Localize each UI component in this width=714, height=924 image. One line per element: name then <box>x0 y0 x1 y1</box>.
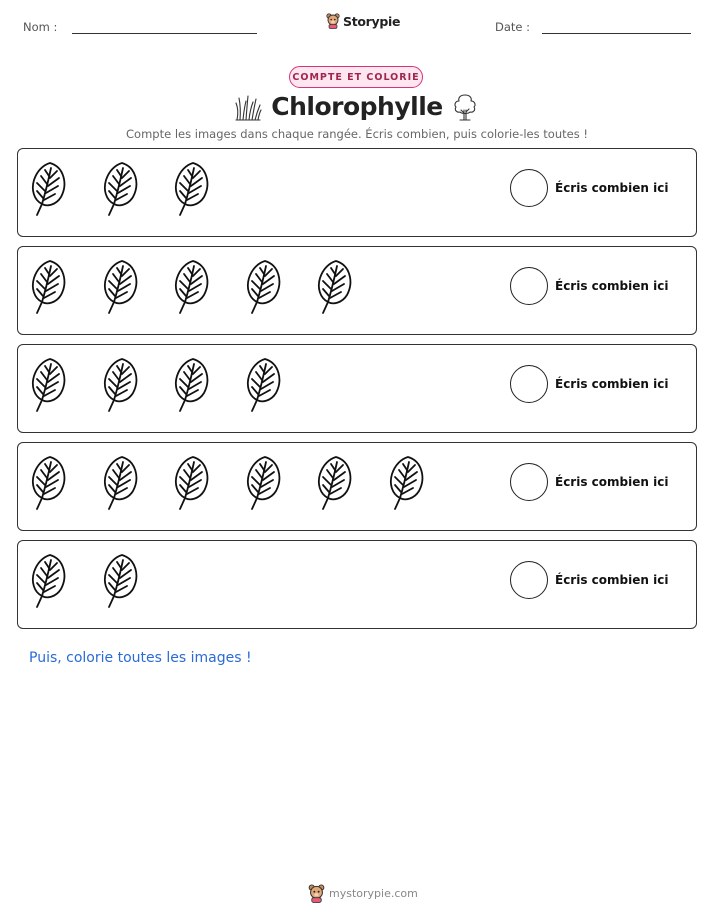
tree-icon <box>452 92 478 122</box>
leaf-icon[interactable] <box>28 258 72 316</box>
answer-circle[interactable] <box>510 463 548 501</box>
leaf-icon[interactable] <box>28 454 72 512</box>
leaf-icon[interactable] <box>100 356 144 414</box>
brand-logo <box>326 13 400 29</box>
name-label: Nom : <box>23 20 58 34</box>
leaf-icon[interactable] <box>171 258 215 316</box>
leaf-icon[interactable] <box>28 160 72 218</box>
date-line[interactable] <box>542 33 691 34</box>
leaf-icon[interactable] <box>314 258 358 316</box>
leaf-icon[interactable] <box>243 258 287 316</box>
answer-label: Écris combien ici <box>555 377 669 391</box>
leaf-icon[interactable] <box>243 356 287 414</box>
bear-mascot-icon <box>308 884 325 903</box>
counting-row <box>17 442 697 531</box>
instructions: Compte les images dans chaque rangée. Écris combien, puis colorie-les toutes ! <box>126 127 588 141</box>
leaf-icon[interactable] <box>171 160 215 218</box>
brand-name: Storypie <box>343 13 401 29</box>
answer-circle[interactable] <box>510 365 548 403</box>
answer-label: Écris combien ici <box>555 573 669 587</box>
leaf-icon[interactable] <box>28 356 72 414</box>
counting-row <box>17 148 697 237</box>
leaf-icon[interactable] <box>243 454 287 512</box>
leaf-icon[interactable] <box>171 356 215 414</box>
answer-label: Écris combien ici <box>555 181 669 195</box>
answer-circle[interactable] <box>510 267 548 305</box>
date-label: Date : <box>495 20 531 34</box>
answer-label: Écris combien ici <box>555 279 669 293</box>
coloring-instruction: Puis, colorie toutes les images ! <box>29 650 252 666</box>
name-line[interactable] <box>72 33 257 34</box>
leaf-icon[interactable] <box>386 454 430 512</box>
answer-circle[interactable] <box>510 561 548 599</box>
worksheet-type-badge: COMPTE ET COLORIE <box>289 66 423 88</box>
leaf-icon[interactable] <box>100 454 144 512</box>
leaf-icon[interactable] <box>100 160 144 218</box>
leaf-icon[interactable] <box>100 552 144 610</box>
footer-url: mystorypie.com <box>329 887 418 900</box>
page-title: Chlorophylle <box>271 92 443 121</box>
counting-row <box>17 540 697 629</box>
leaf-icon[interactable] <box>28 552 72 610</box>
counting-row <box>17 246 697 335</box>
answer-label: Écris combien ici <box>555 475 669 489</box>
footer <box>308 884 418 903</box>
answer-circle[interactable] <box>510 169 548 207</box>
leaf-icon[interactable] <box>314 454 358 512</box>
title-row <box>0 90 714 128</box>
counting-row <box>17 344 697 433</box>
leaf-icon[interactable] <box>100 258 144 316</box>
leaf-icon[interactable] <box>171 454 215 512</box>
bear-mascot-icon <box>326 13 340 29</box>
